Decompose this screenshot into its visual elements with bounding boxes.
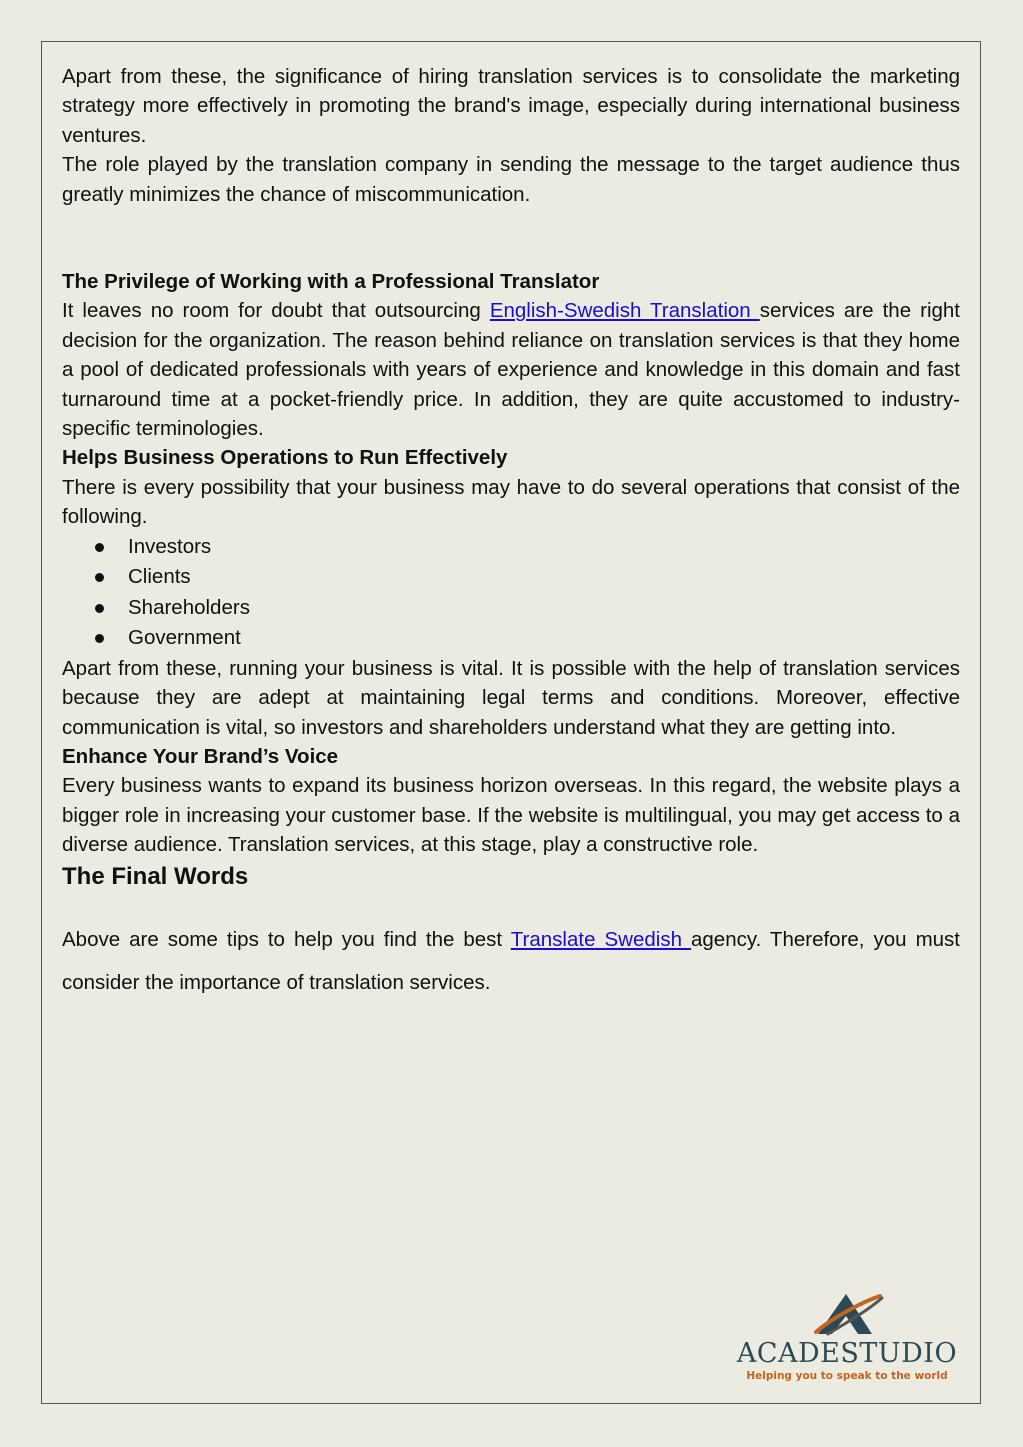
operations-bullet-list [62,532,960,654]
acadestudio-logo [732,1288,962,1388]
logo-wordmark: ACADESTUDIO [736,1338,958,1369]
final-paragraph [62,918,960,1004]
privilege-text-end: services are the right decision for the organization. The reason behind reliance on translation services is that they home a pool of dedicated professionals with years of experience and knowledge in this domain and fast turnaround time at a pocket-friendly price. In addition, they are quite accustomed to industry-specific terminologies. [62,299,961,441]
bullet-icon [95,634,104,643]
final-text-start: Above are some tips to help you find the best [62,927,511,951]
section-spacer [62,209,960,267]
intro-paragraph-1: Apart from these, the significance of hiring translation services is to consolidate the marketing strategy more effectively in promoting the brand's image, especially during international business ventures. [62,65,960,147]
logo-mountain-icon [732,1288,962,1338]
list-item [62,532,960,563]
intro-paragraph-2: The role played by the translation company in sending the message to the target audience thus greatly minimizes the chance of miscommunication. [62,153,960,206]
final-text-end: agency. Therefore, you must consider the importance of translation services. [62,927,961,994]
privilege-heading: The Privilege of Working with a Professional Translator [62,270,600,294]
list-item-label: Investors [128,534,212,558]
translate-swedish-link[interactable]: Translate Swedish [510,927,691,951]
privilege-paragraph [62,296,960,443]
bullet-icon [95,573,104,582]
list-item-label: Shareholders [128,595,250,619]
bullet-icon [95,543,104,552]
operations-heading: Helps Business Operations to Run Effectively [62,446,508,470]
logo-tagline: Helping you to speak to the world [746,1370,948,1382]
voice-paragraph: Every business wants to expand its business horizon overseas. In this regard, the website plays a bigger role in increasing your customer base. If the website is multilingual, you may get access to a diverse audience. Translation services, at this stage, play a constructive role. [62,774,960,857]
operations-paragraph: Apart from these, running your business is vital. It is possible with the help of translation services because they are adept at maintaining legal terms and conditions. Moreover, effective communication is vital, so investors and shareholders understand what they are getting into. [62,656,960,739]
operations-intro: There is every possibility that your business may have to do several operations that consist of the following. [62,475,960,529]
list-item [62,623,960,654]
english-swedish-translation-link[interactable]: English-Swedish Translation [489,299,760,323]
voice-heading: Enhance Your Brand’s Voice [62,744,339,768]
final-words-heading: The Final Words [62,862,249,890]
privilege-text-start: It leaves no room for doubt that outsourcing [62,299,490,323]
list-item-label: Clients [128,565,191,589]
list-item [62,562,960,593]
list-item [62,593,960,624]
bullet-icon [95,604,104,613]
document-body [62,62,960,1004]
list-item-label: Government [128,626,241,650]
